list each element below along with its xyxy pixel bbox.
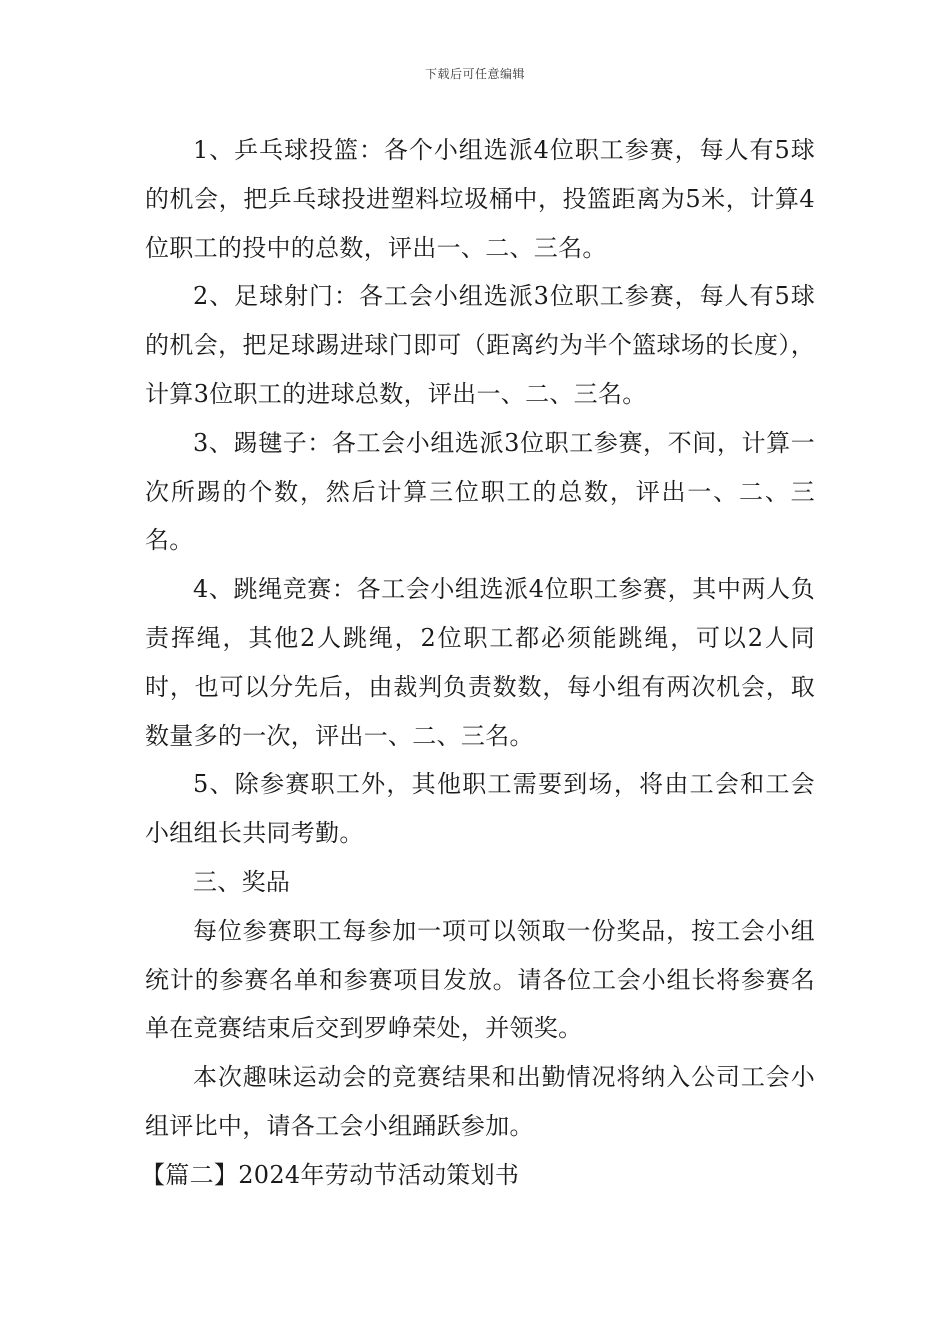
paragraph-prize-distribution: 每位参赛职工每参加一项可以领取一份奖品，按工会小组统计的参赛名单和参赛项目发放。请各位工会小组长将参赛名单在竞赛结束后交到罗峥荣处，并领奖。 — [145, 916, 815, 1043]
paragraph-evaluation: 本次趣味运动会的竞赛结果和出勤情况将纳入公司工会小组评比中，请各工会小组踊跃参加。 — [145, 1063, 815, 1140]
section-title-prizes: 三、奖品 — [193, 867, 291, 896]
paragraph-pingpong: 1、乒乓球投篮：各个小组选派4位职工参赛，每人有5球的机会，把乒乓球投进塑料垃圾桶中，投篮距离为5米，计算4位职工的投中的总数，评出一、二、三名。 — [145, 136, 815, 262]
paragraph-jump-rope: 4、跳绳竞赛：各工会小组选派4位职工参赛，其中两人负责挥绳，其他2人跳绳，2位职工都必须能跳绳，可以2人同时，也可以分先后，由裁判负责数数，每小组有两次机会，取数量多的一次，评出一、二、三名。 — [145, 575, 815, 750]
paragraph-football: 2、足球射门：各工会小组选派3位职工参赛，每人有5球的机会，把足球踢进球门即可（距离约为半个篮球场的长度），计算3位职工的进球总数，评出一、二、三名。 — [145, 282, 815, 408]
page-header-note: 下载后可任意编辑 — [424, 67, 525, 81]
part-title: 【篇二】2024年劳动节活动策划书 — [141, 1160, 520, 1189]
paragraph-shuttlecock: 3、踢毽子：各工会小组选派3位职工参赛，不间，计算一次所踢的个数，然后计算三位职工的总数，评出一、二、三名。 — [145, 428, 815, 555]
document-body — [141, 126, 815, 1200]
paragraph-attendance: 5、除参赛职工外，其他职工需要到场，将由工会和工会小组组长共同考勤。 — [145, 770, 815, 848]
